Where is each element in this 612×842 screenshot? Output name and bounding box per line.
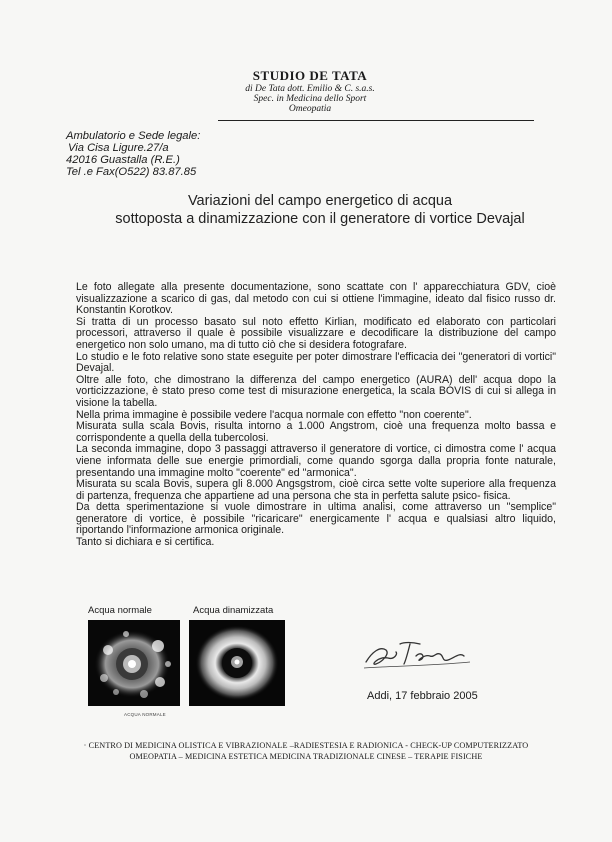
body-paragraph: Nella prima immagine è possibile vedere l'acqua normale con effetto "non coerente". bbox=[76, 408, 472, 421]
document-title bbox=[60, 192, 580, 228]
body-paragraph: Tanto si dichiara e si certifica. bbox=[76, 536, 215, 549]
address-block bbox=[66, 130, 200, 178]
footer-line-2: OMEOPATIA – MEDICINA ESTETICA MEDICINA TRADIZIONALE CINESE – TERAPIE FISICHE bbox=[129, 752, 483, 761]
letterhead-company: di De Tata dott. Emilio & C. s.a.s. bbox=[245, 84, 375, 94]
body-paragraph: Lo studio e le foto relative sono state eseguite per poter dimostrare l'efficacia dei "generatori di vortici" Devajal. bbox=[76, 350, 556, 375]
footer-line-1: · CENTRO DI MEDICINA OLISTICA E VIBRAZIONALE –RADIESTESIA E RADIONICA - CHECK-UP COMPUTERIZZATO bbox=[83, 741, 529, 750]
title-line-2: sottoposta a dinamizzazione con il generatore di vortice Devajal bbox=[115, 211, 525, 227]
signature bbox=[360, 632, 490, 676]
letterhead-specialty-2: Omeopatia bbox=[288, 104, 332, 114]
photo-small-label: ACQUA NORMALE bbox=[124, 712, 166, 717]
photo-caption-normal: Acqua normale bbox=[88, 605, 152, 616]
title-line-1: Variazioni del campo energetico di acqua bbox=[187, 193, 453, 209]
body-paragraph: Da detta sperimentazione si vuole dimostrare in ultima analisi, come attraverso un "semplice" generatore di vortice, è possibile "ricaricare" energicamente l' acqua e qualsiasi altro liquido, riportando l'informazione armonica originale. bbox=[76, 501, 556, 537]
body-paragraph: Misurata sulla scala Bovis, risulta intorno a 1.000 Angstrom, cioè una frequenza molto bassa e corrispondente a quella della tubercolosi. bbox=[76, 420, 556, 444]
footer bbox=[40, 740, 572, 762]
address-street: Via Cisa Ligure.27/a bbox=[68, 142, 169, 154]
body-paragraph: Misurata su scala Bovis, supera gli 8.000 Angsgstrom, cioè circa sette volte superiore alla frequenza di partenza, frequenza che appartiene ad una persona che sta in perfetta salute psico- fisica. bbox=[76, 478, 556, 502]
signature-icon bbox=[360, 632, 490, 676]
body-paragraph: Le foto allegate alla presente documentazione, sono scattate con l' apparecchiatura GDV, cioè visualizzazione a scarico di gas, dal metodo con cui si ottiene l'immagine, ideato dal fisico russo dr. Konstantin Korotkov. bbox=[76, 281, 556, 317]
letterhead-divider bbox=[218, 120, 534, 121]
body-paragraph: Si tratta di un processo basato sul noto effetto Kirlian, modificato ed elaborato con particolari processori, attraverso il quale è possibile visualizzare e decodificare la distribuzione del campo energetico non solo umano, ma di tutto ciò che si desidera fotografare. bbox=[76, 315, 556, 351]
body-paragraph: La seconda immagine, dopo 3 passaggi attraverso il generatore di vortice, ci dimostra come l' acqua viene informata delle sue energie primordiali, come quando sgorga dalla propria fonte naturale, presentando una immagine molto "coerente" ed "armonica". bbox=[76, 443, 556, 479]
letterhead-name: STUDIO DE TATA bbox=[252, 68, 368, 83]
address-phone: Tel .e Fax(O522) 83.87.85 bbox=[66, 166, 197, 178]
photo-caption-dynamized: Acqua dinamizzata bbox=[193, 605, 274, 616]
gdv-image-normal-icon bbox=[88, 620, 180, 706]
letterhead-specialty: Spec. in Medicina dello Sport bbox=[253, 94, 367, 104]
address-city: 42016 Guastalla (R.E.) bbox=[66, 154, 180, 166]
body-text bbox=[76, 282, 556, 549]
document-date: Addi, 17 febbraio 2005 bbox=[367, 690, 478, 702]
photo-acqua-normale bbox=[88, 620, 180, 706]
body-paragraph: Oltre alle foto, che dimostrano la differenza del campo energetico (AURA) dell' acqua dopo la vorticizzazione, è stato preso come test di misurazione energetica, la scala BOVIS di cui si allega in visione la tabella. bbox=[76, 373, 556, 409]
photo-acqua-dinamizzata bbox=[189, 620, 285, 706]
address-label: Ambulatorio e Sede legale: bbox=[66, 130, 201, 142]
gdv-image-dynamized-icon bbox=[189, 620, 285, 706]
